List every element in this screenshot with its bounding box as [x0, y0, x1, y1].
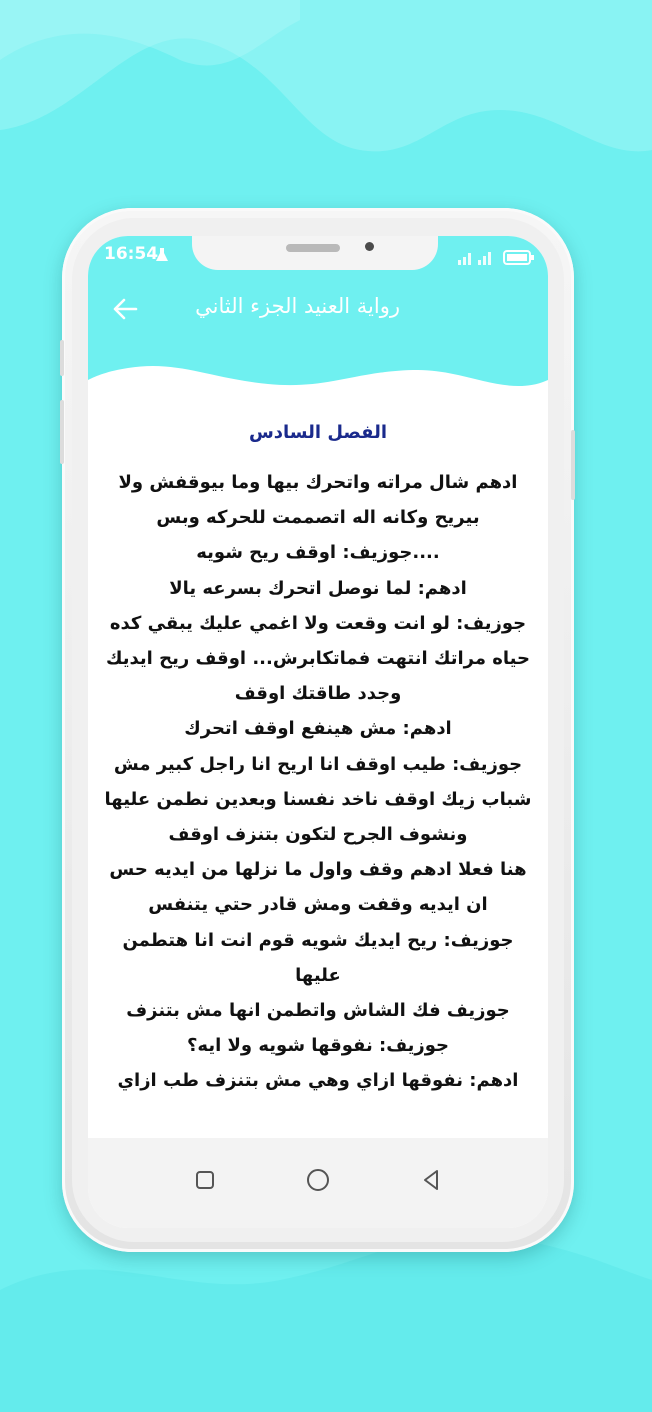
- text-line: جوزيف: ريح ايديك شويه قوم انت انا هتطمن: [122, 929, 514, 951]
- text-line: جوزيف: لو انت وقعت ولا اغمي عليك يبقي كده: [109, 612, 527, 634]
- phone-side-button: [60, 340, 64, 376]
- text-line: وجدد طاقتك اوقف: [234, 683, 402, 705]
- front-camera: [365, 242, 374, 251]
- speaker-grille: [286, 244, 340, 252]
- camera-notch: [192, 236, 438, 270]
- notification-icon: [154, 247, 170, 263]
- status-icons: [456, 247, 536, 267]
- wifi-icon: [478, 252, 491, 265]
- text-line: عليها: [295, 964, 341, 986]
- text-line: ادهم شال مراته واتحرك بيها وما بيوقفش ولا: [118, 472, 518, 493]
- back-icon[interactable]: [411, 1160, 451, 1200]
- chapter-text: [88, 465, 548, 1099]
- text-line: ان ايديه وقفت ومش قادر حتي يتنفس: [148, 894, 488, 916]
- phone-side-button: [60, 400, 64, 464]
- chapter-content[interactable]: [88, 406, 548, 1138]
- home-icon[interactable]: [298, 1160, 338, 1200]
- text-line: بيريح وكانه اله اتصممت للحركه وبس: [156, 507, 480, 529]
- text-line: ونشوف الجرح لتكون بتنزف اوقف: [168, 824, 468, 846]
- text-line: ادهم: لما نوصل اتحرك بسرعه يالا: [169, 577, 467, 599]
- text-line: شباب زيك اوقف ناخد نفسنا وبعدين نطمن عليها: [104, 788, 532, 810]
- page-title: رواية العنيد الجزء الثاني: [195, 294, 400, 318]
- text-line: حياه مراتك انتهت فماتكابرش... اوقف ريح ايديك: [106, 648, 530, 670]
- text-line: جوزيف: نفوقها شويه ولا ايه؟: [186, 1035, 450, 1057]
- battery-icon: [504, 251, 534, 264]
- text-line: هنا فعلا ادهم وقف واول ما نزلها من ايديه حس: [109, 859, 527, 881]
- chapter-title: الفصل السادس: [248, 422, 388, 443]
- text-line: جوزيف فك الشاش واتطمن انها مش بتنزف: [126, 1000, 510, 1022]
- status-time: 16:54: [104, 244, 159, 264]
- recent-apps-icon[interactable]: [185, 1160, 225, 1200]
- signal-icon: [458, 253, 471, 265]
- back-arrow-icon[interactable]: [110, 294, 140, 324]
- text-line: ادهم: مش هينفع اوقف اتحرك: [184, 718, 452, 740]
- header-wave: [88, 340, 548, 406]
- phone-screen: [88, 236, 548, 1228]
- text-line: جوزيف: طيب اوقف انا اريح انا راجل كبير مش: [113, 753, 523, 775]
- phone-side-button: [571, 430, 575, 500]
- text-line: ....جوزيف: اوقف ريح شويه: [196, 542, 440, 564]
- text-line: ادهم: نفوقها ازاي وهي مش بتنزف طب ازاي: [117, 1070, 519, 1092]
- navigation-bar: [88, 1138, 548, 1228]
- app-bar: [88, 278, 548, 342]
